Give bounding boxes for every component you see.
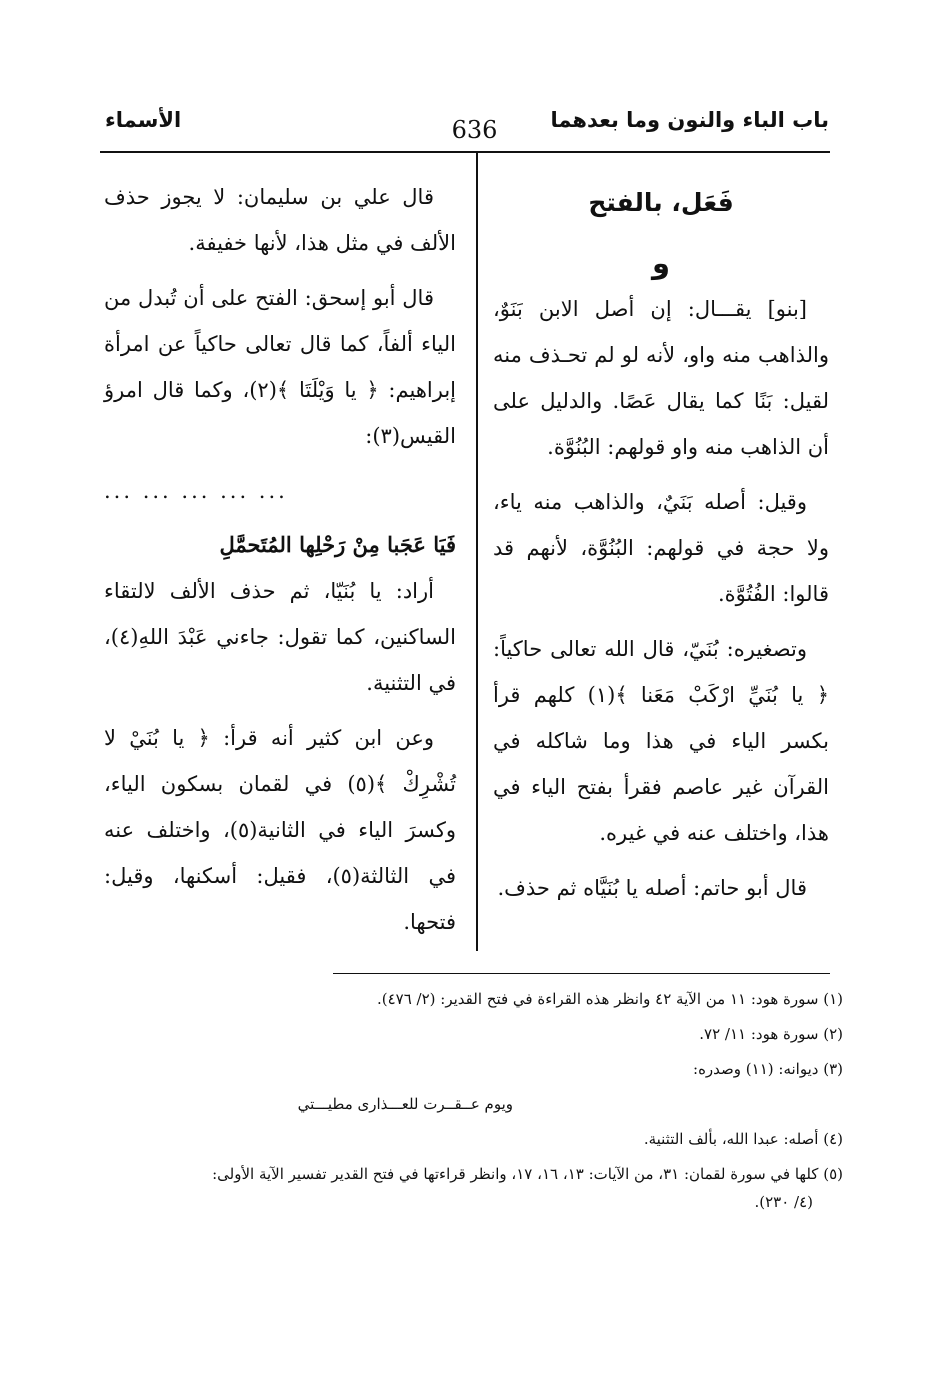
footnotes xyxy=(109,985,843,1223)
paragraph: أراد: يا بُنَيّا، ثم حذف الألف لالتقاء الساكنين، كما تقول: جاءني عَبْدَ اللهِ(٤)، في التثنية. xyxy=(104,579,456,695)
footnote-rule xyxy=(333,973,830,974)
header-rule xyxy=(100,151,830,153)
ellipsis-line: ... ... ... ... ... xyxy=(104,479,288,503)
footnote: (٢) سورة هود: ١١/ ٧٢. xyxy=(699,1025,843,1043)
entry-subheading: و xyxy=(651,246,671,280)
poetry-verse: فَيَا عَجَبا مِنْ رَحْلِها المُتَحمَّلِ xyxy=(219,532,456,557)
paragraph: وتصغيره: بُنَيّ، قال الله تعالى حاكياً: ﴿ يا بُنَيِّ ارْكَبْ مَعَنا ﴾(١) كلهم قرأ بكسر الياء في هذا وما شاكله في القرآن غير عاصم فقرأ بفتح الياء في هذا، واختلف عنه في غيره. xyxy=(493,637,829,845)
left-column xyxy=(104,174,456,954)
chapter-title: باب الباء والنون وما بعدهما xyxy=(550,108,829,132)
right-column xyxy=(493,172,829,920)
paragraph: قال أبو إسحق: الفتح على أن تُبدل من الياء ألفاً، كما قال تعالى حاكياً عن امرأة إبراهيم: ﴿ يا وَيْلَتَا ﴾(٢)، وكما قال امرؤ القيس(٣): xyxy=(104,286,456,448)
column-divider xyxy=(476,151,478,951)
footnote: (٥) كلها في سورة لقمان: ٣١، من الآيات: ١٣، ١٦، ١٧، وانظر قراءتها في فتح القدير تفسير الآية الأولى: xyxy=(212,1165,843,1183)
paragraph: وقيل: أصله بَنَيٌ، والذاهب منه ياء، ولا حجة في قولهم: البُنُوَّة، لأنهم قد قالوا: الفُتُوَّة. xyxy=(493,490,829,606)
footnote: (٤) أصله: عبدا الله، بألف التثنية. xyxy=(643,1130,843,1148)
footnote: (١) سورة هود: ١١ من الآية ٤٢ وانظر هذه القراءة في فتح القدير: (٢/ ٤٧٦). xyxy=(376,990,843,1008)
paragraph: قال أبو حاتم: أصله يا بُنَيَّاه ثم حذف. xyxy=(497,876,807,900)
paragraph: وعن ابن كثير أنه قرأ: ﴿ يا بُنَيْ لا تُشْرِكْ ﴾(٥) في لقمان بسكون الياء، وكسرَ الياء في الثانية(٥)، واختلف عنه في الثالثة(٥)، فقيل: أسكنها، وقيل: فتحها. xyxy=(104,726,456,934)
paragraph: [بنو] يقـــال: إن أصل الابن بَنَوٌ، والذاهب منه واو، لأنه لو لم تحـذف منه لقيل: بَنًا كما يقال عَصًا. والدليل على أن الذاهب منه واو قولهم: البُنُوَّة. xyxy=(493,297,829,459)
entry-heading: فَعَل، بالفتح xyxy=(588,188,734,217)
footnote: (٣) ديوانه: (١١) وصدره: xyxy=(693,1060,843,1078)
page-number: 636 xyxy=(451,116,498,144)
paragraph: قال علي بن سليمان: لا يجوز حذف الألف في مثل هذا، لأنها خفيفة. xyxy=(104,185,456,255)
section-title: الأسماء xyxy=(105,108,182,132)
footnote-verse: ويوم عــقــرت للعـــذارى مطيـــتي xyxy=(297,1095,513,1113)
footnote-continuation: (٤/ ٢٣٠). xyxy=(754,1193,813,1211)
